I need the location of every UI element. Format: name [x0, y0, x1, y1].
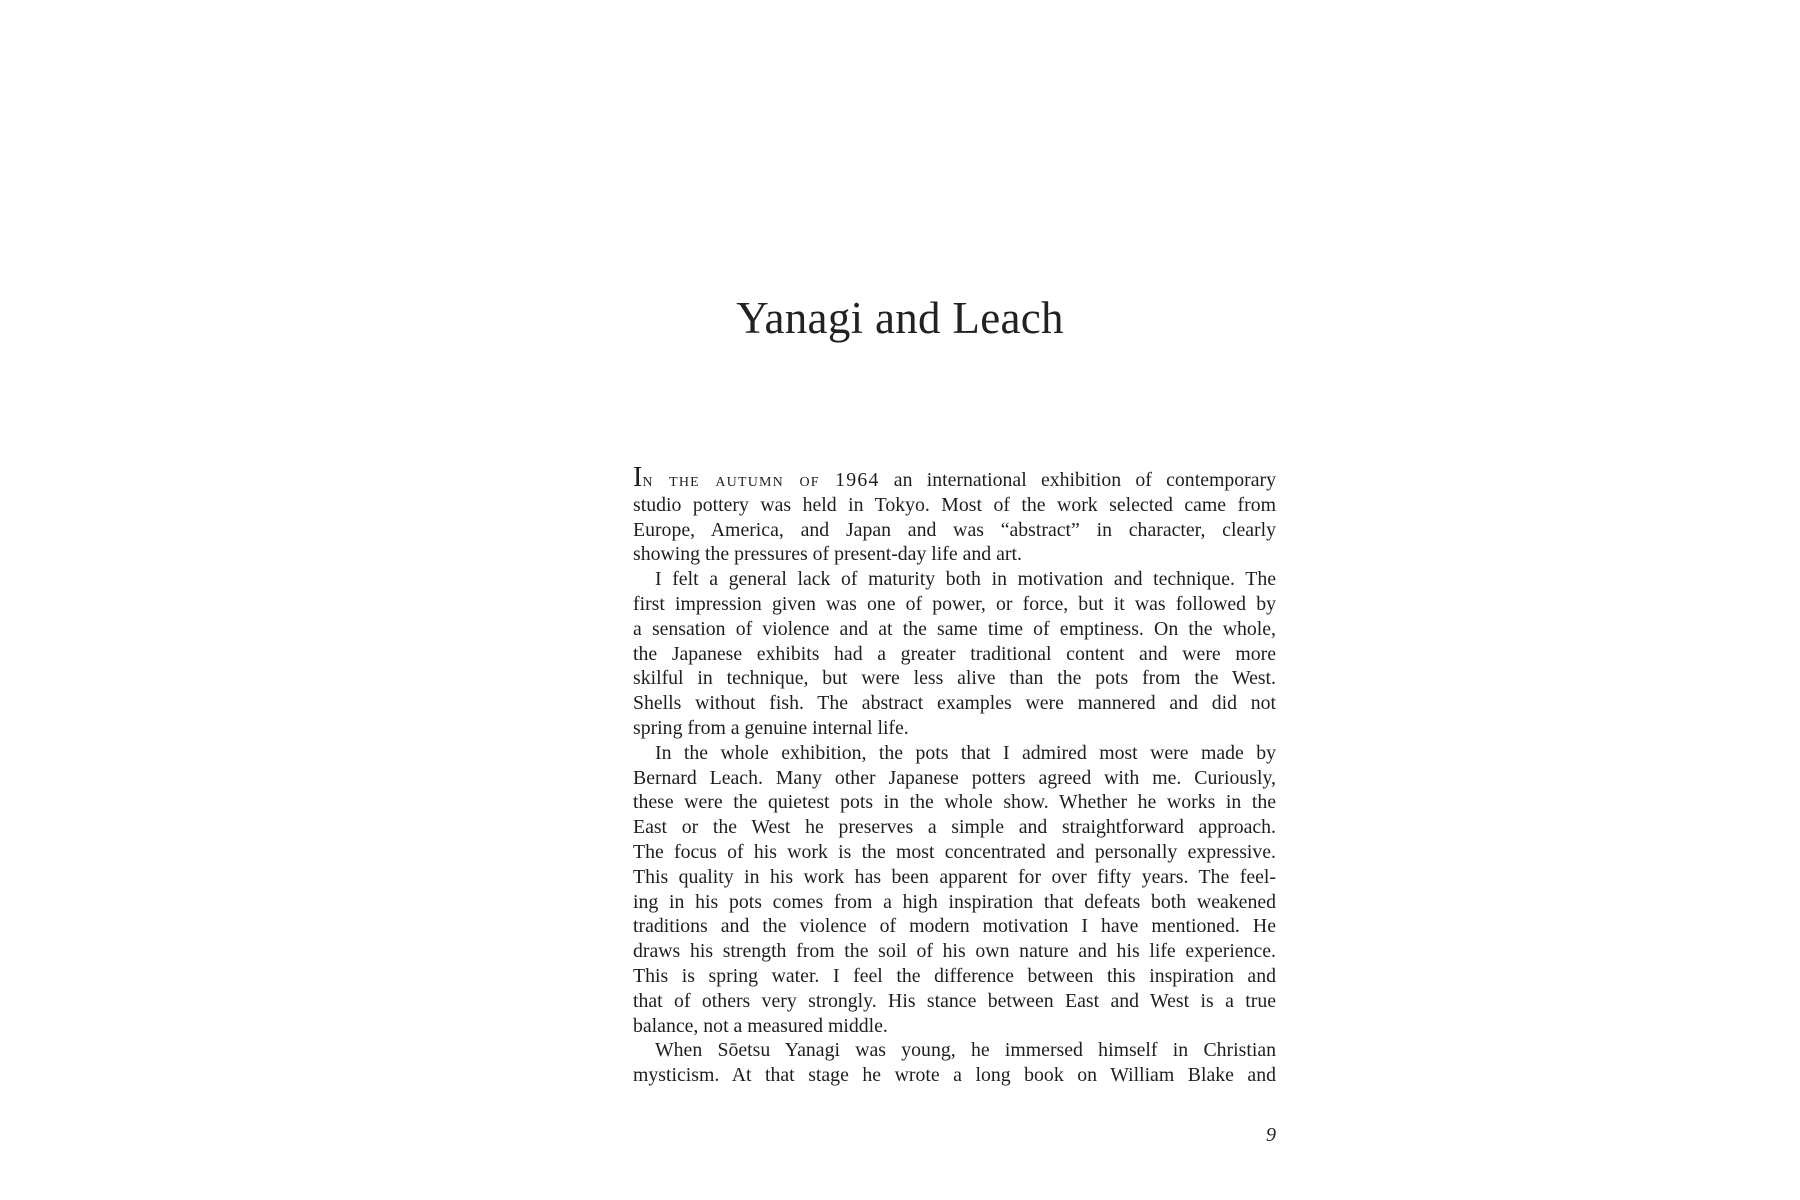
- text-line: showing the pressures of present-day life and art.: [633, 543, 1022, 566]
- text-line: The focus of his work is the most concentrated and personally expressive.: [633, 840, 1276, 863]
- text-line: the Japanese exhibits had a greater traditional content and were more: [633, 642, 1276, 665]
- text-line: This quality in his work has been apparent for over fifty years. The feel-: [633, 865, 1276, 888]
- page-number: 9: [1266, 1124, 1276, 1146]
- body-text: [633, 462, 1276, 1088]
- paragraph-4: [633, 1038, 1276, 1088]
- text-line: Shells without fish. The abstract examples were mannered and did not: [633, 692, 1276, 715]
- paragraph-1: [633, 462, 1276, 567]
- text-line: these were the quietest pots in the whole show. Whether he works in the: [633, 791, 1276, 814]
- text-line: traditions and the violence of modern motivation I have mentioned. He: [633, 915, 1276, 938]
- text-line: spring from a genuine internal life.: [633, 716, 909, 739]
- paragraph-3: [633, 741, 1276, 1039]
- text-line: In the whole exhibition, the pots that I admired most were made by: [655, 741, 1276, 764]
- drop-cap: I: [633, 462, 643, 493]
- chapter-title: Yanagi and Leach: [736, 293, 1064, 343]
- text-line: skilful in technique, but were less alive than the pots from the West.: [633, 667, 1276, 690]
- text-line: that of others very strongly. His stance between East and West is a true: [633, 989, 1276, 1012]
- text-line: draws his strength from the soil of his own nature and his life experience.: [633, 940, 1276, 963]
- text-line: first impression given was one of power, or force, but it was followed by: [633, 592, 1276, 615]
- text-line: When Sōetsu Yanagi was young, he immersed himself in Christian: [655, 1039, 1276, 1062]
- text-line: a sensation of violence and at the same time of emptiness. On the whole,: [633, 617, 1276, 640]
- paragraph-2: [633, 567, 1276, 741]
- opening-line-text: an international exhibition of contemporary: [879, 469, 1276, 491]
- opening-small-caps: n the autumn of 1964: [642, 469, 880, 491]
- text-line: studio pottery was held in Tokyo. Most of the work selected came from: [633, 493, 1276, 516]
- text-line: Europe, America, and Japan and was “abstract” in character, clearly: [633, 518, 1276, 541]
- text-line: East or the West he preserves a simple and straightforward approach.: [633, 816, 1276, 839]
- text-line: ing in his pots comes from a high inspiration that defeats both weakened: [633, 890, 1276, 913]
- text-line: balance, not a measured middle.: [633, 1014, 888, 1037]
- opening-line: [633, 462, 1276, 493]
- text-line: I felt a general lack of maturity both in motivation and technique. The: [655, 568, 1276, 591]
- text-line: This is spring water. I feel the difference between this inspiration and: [633, 964, 1276, 987]
- text-line: Bernard Leach. Many other Japanese potters agreed with me. Curiously,: [633, 766, 1276, 789]
- text-line: mysticism. At that stage he wrote a long book on William Blake and: [633, 1064, 1276, 1087]
